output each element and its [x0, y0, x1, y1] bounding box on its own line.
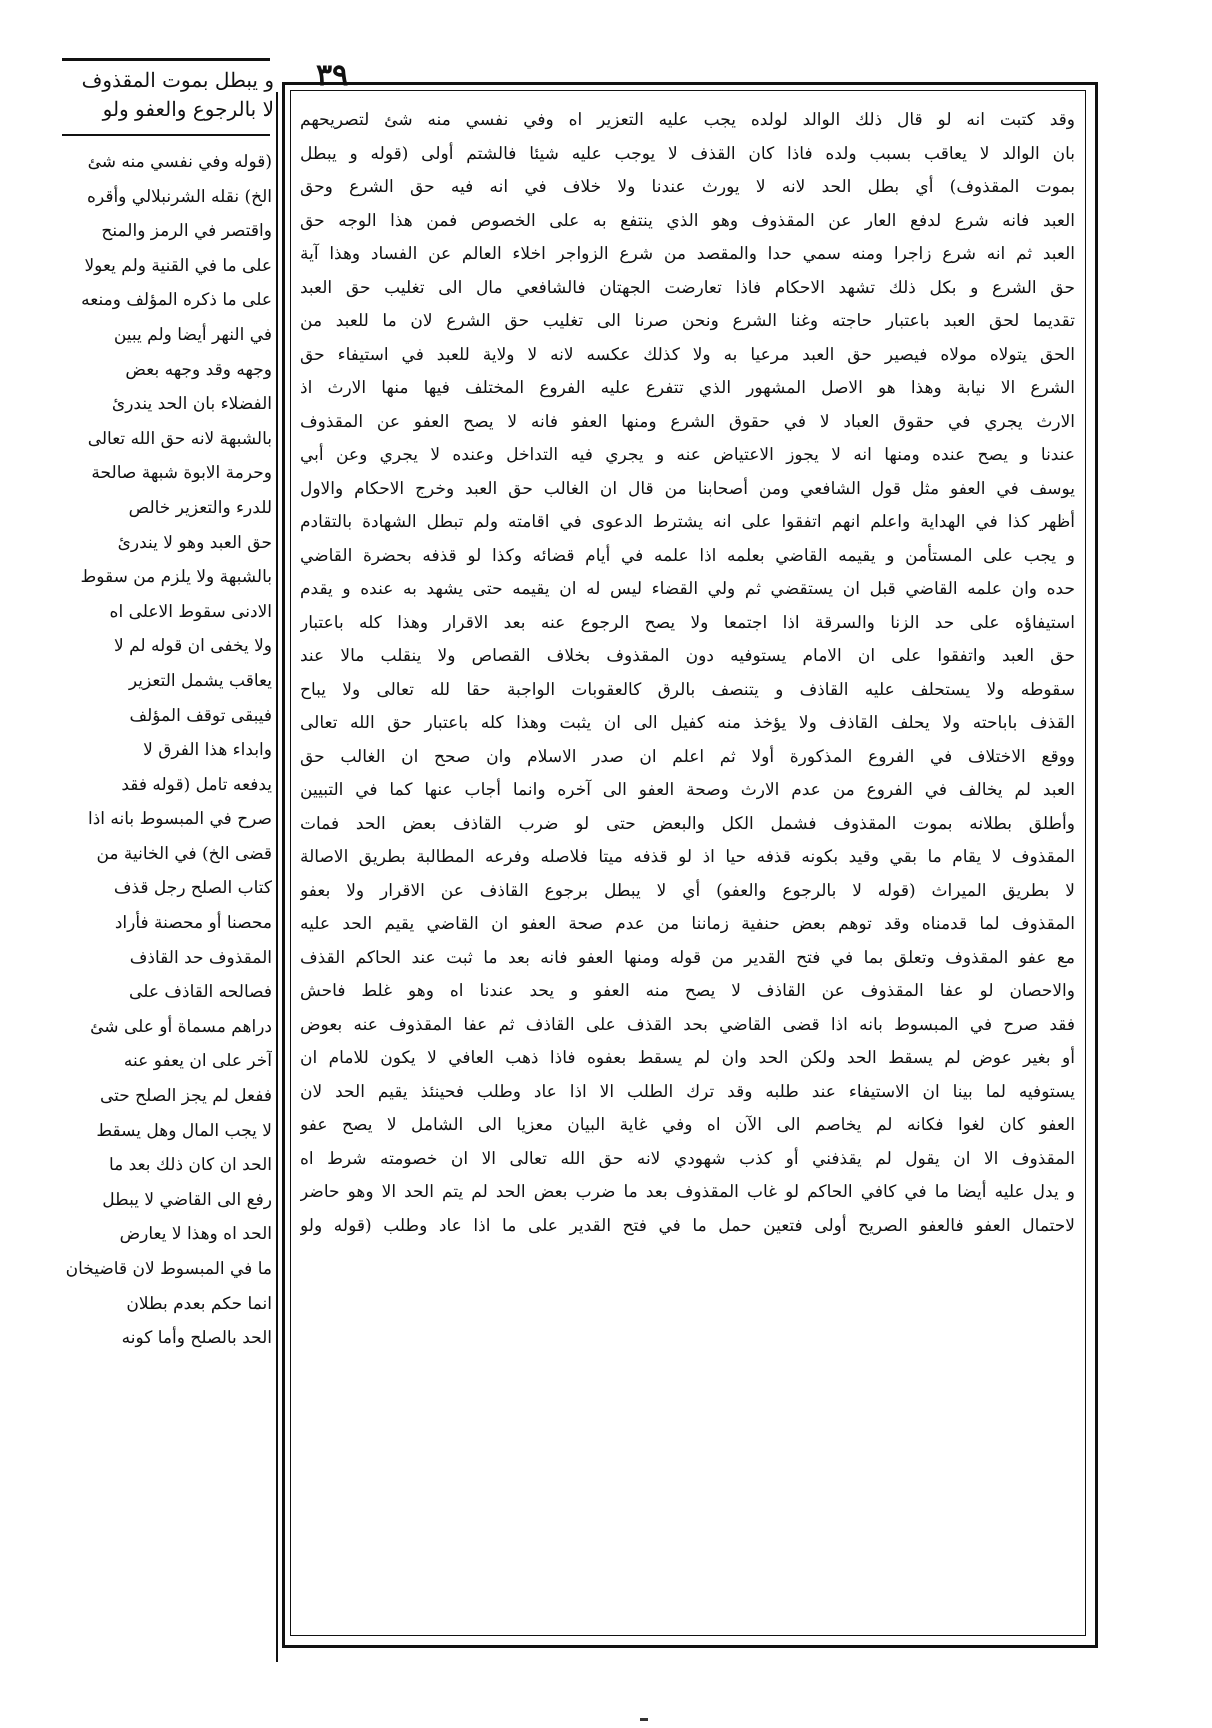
main-line: تقديما لحق العبد باعتبار حاجته وغنا الشرع ونحن صرنا الى تغليب حق الشرع لان ما للعبد من: [300, 311, 1075, 331]
stray-ink-mark: [640, 1718, 648, 1721]
margin-line: آخر على ان يعفو عنه: [123, 1051, 272, 1072]
main-line: و يجب على المستأمن و يقيمه القاضي بعلمه اذا علمه في أيام قضائه وكذا لو قذفه بحضرة القاضي: [300, 545, 1075, 566]
main-line: العبد ثم انه شرع زاجرا ومنه سمي حدا والمقصد من شرع الزواجر اخلاء العالم عن الفساد وهذا آية: [300, 244, 1075, 264]
margin-line: بالشبهة ولا يلزم من سقوط: [80, 567, 272, 588]
margin-line: قضى الخ) في الخانية من: [96, 843, 272, 864]
main-line: المقذوف الا ان يقول لم يقذفني أو كذب شهودي لانه حق الله تعالى الا ان خصومته شرط اه: [300, 1148, 1075, 1169]
margin-line: الحد بالصلح وأما كونه: [121, 1328, 272, 1349]
margin-line: الحد اه وهذا لا يعارض: [119, 1224, 272, 1245]
margin-line: ففعل لم يجز الصلح حتى: [99, 1086, 272, 1107]
margin-line: انما حكم بعدم بطلان: [126, 1293, 272, 1314]
main-line: حق العبد واتفقوا على ان الامام يستوفيه دون المقذوف بخلاف القصاص ولا ينقلب مالا عند: [300, 646, 1075, 666]
main-line: العبد لم يخالف في الفروع من عدم الارث وصحة العفو الى آخره وانما أجاب عنها كما في التبيين: [300, 780, 1075, 800]
margin-line: محصنا أو محصنة فأراد: [114, 913, 272, 934]
margin-line: (قوله وفي نفسي منه شئ: [87, 152, 272, 172]
main-line: الارث يجري في حقوق العباد لا في حقوق الشرع ومنها العفو فانه لا يصح العفو عن المقذوف: [300, 411, 1075, 432]
margin-line: لا يجب المال وهل يسقط: [96, 1120, 272, 1141]
margin-line: المقذوف حد القاذف: [129, 947, 272, 968]
margin-line: الادنى سقوط الاعلى اه: [109, 601, 272, 622]
margin-line: على ما ذكره المؤلف ومنعه: [81, 290, 272, 311]
main-line: وأطلق بطلانه بموت المقذوف فشمل الكل والبعض حتى لو ضرب القاذف بعض الحد فمات: [300, 813, 1075, 834]
main-line: ووقع الاختلاف في الفروع المذكورة أولا ثم اعلم ان صدر الاسلام وان صحح ان الغالب حق: [300, 746, 1075, 767]
margin-line: للدرء والتعزير خالص: [128, 497, 272, 518]
main-line: العبد فانه شرع لدفع العار عن المقذوف وهو الذي ينتفع به على الخصوص فمن هذا الوجه حق: [300, 210, 1075, 231]
main-line: لا بطريق الميراث (قوله لا بالرجوع والعفو) أي لا يبطل برجوع القاذف عن الاقرار ولا بعفو: [300, 880, 1075, 901]
main-line: حده وان علمه القاضي قبل ان يستقضي ثم ولي القضاء ليس له ان يقيمه حتى يشهد به عنده و يقدم: [300, 579, 1075, 599]
main-line: أظهر كذا في الهداية واعلم انهم اتفقوا على انه يشترط الدعوى في اقامته ولم تبطل الشهادة بالتقادم: [300, 512, 1075, 532]
main-line: الحق يتولاه مولاه فيصير حق العبد مرعيا به ولا كذلك عكسه لانه لا ولاية للعبد في استيفاء حق: [300, 344, 1075, 365]
margin-line: الحد ان كان ذلك بعد ما: [108, 1155, 272, 1176]
main-line: بموت المقذوف) أي بطل الحد لانه لا يورث عندنا ولا خلاف في انه فيه حق الشرع وحق: [300, 177, 1075, 197]
main-line: لاحتمال العفو فالعفو الصريح أولى فتعين حمل ما في فتح القدير على ما اذا عاد وطلب (قوله ولو: [300, 1215, 1075, 1236]
main-line: حق الشرع و بكل ذلك تشهد الاحكام فاذا تعارضت الجهتان فالشافعي مال الى تغليب حق العبد: [300, 277, 1075, 298]
main-line: القذف باباحته ولا يحلف القاذف ولا يؤخذ منه كفيل الى ان يثبت وهذا كله باعتبار حق الله تعالى: [300, 713, 1075, 733]
margin-commentary: [60, 145, 272, 1356]
main-line: سقوطه ولا يستحلف عليه القاذف و يتنصف بالرق كالعقوبات الواجبة حقا لله تعالى ولا يباح: [300, 679, 1075, 700]
margin-line: وجهه وقد وجهه بعض: [125, 359, 272, 380]
margin-line: فصالحه القاذف على: [129, 982, 272, 1003]
margin-line: كتاب الصلح رجل قذف: [113, 878, 272, 899]
margin-line: صرح في المبسوط بانه اذا: [87, 809, 272, 830]
margin-line: حق العبد وهو لا يندرئ: [117, 532, 272, 553]
main-line: المقذوف لما قدمناه وقد توهم بعض حنفية زماننا من عدم صحة العفو ان القاضي يقيم الحد عليه: [300, 914, 1075, 934]
side-heading-bottom-rule: [62, 134, 270, 136]
column-divider: [276, 92, 278, 1662]
margin-line: يعاقب يشمل التعزير: [128, 670, 272, 691]
margin-line: بالشبهة لانه حق الله تعالى: [87, 428, 272, 449]
main-line: فقد صرح في المبسوط بانه اذا قضى القاضي بحد القذف على القاذف ثم عفا المقذوف عنه بعوض: [300, 1014, 1075, 1035]
main-line: مع عفو المقذوف وتعلق بما في فتح القدير من قوله ومنها العفو فانه بعد ما ثبت عند الحاكم القذف: [300, 947, 1075, 968]
margin-line: يدفعه تامل (قوله فقد: [121, 774, 272, 795]
margin-line: رفع الى القاضي لا يبطل: [102, 1189, 272, 1210]
main-line: استيفاؤه على حد الزنا والسرقة اذا اجتمعا ولا يصح الرجوع عنه بعد الاقرار وهذا كله باعتبار: [300, 612, 1075, 633]
side-heading-line: و يبطل بموت المقذوف: [81, 68, 274, 92]
main-line: والاحصان لو عفا المقذوف عن القاذف لا يصح منه العفو و يحد عندنا اه وهو غلط فاحش: [300, 981, 1075, 1001]
main-text-body: [300, 104, 1075, 1243]
margin-line: الفضلاء بان الحد يندرئ: [111, 394, 272, 415]
margin-line: واقتصر في الرمز والمنح: [101, 221, 272, 242]
page-number: ٣٩: [316, 58, 349, 93]
main-line: و يدل عليه أيضا ما في كافي الحاكم لو غاب المقذوف بعد ما ضرب بعض الحد لم يتم الحد الا وهو حاضر: [300, 1182, 1075, 1202]
margin-line: ولا يخفى ان قوله لم لا: [114, 636, 272, 657]
side-heading-top-rule: [62, 58, 270, 61]
side-heading: [60, 66, 274, 124]
main-line: الشرع الا نيابة وهذا هو الاصل المشهور الذي تتفرع عليه الفروع المختلف فيها منها الارث اذ: [300, 378, 1075, 398]
margin-line: وحرمة الابوة شبهة صالحة: [91, 463, 272, 484]
main-line: المقذوف لا يقام ما بقي وقيد بكونه قذفه حيا اذ لو قذفه ميتا فلاصله وفرعه المطالبة بطريق الاصالة: [300, 847, 1075, 867]
main-line: يوسف في العفو مثل قول الشافعي ومن أصحابنا من قال ان الغالب حق العبد وخرج الاحكام والاول: [300, 478, 1075, 499]
side-heading-line: لا بالرجوع والعفو ولو: [102, 97, 274, 121]
margin-line: دراهم مسماة أو على شئ: [90, 1016, 272, 1037]
margin-line: الخ) نقله الشرنبلالي وأقره: [87, 186, 272, 207]
main-line: بان الوالد لا يعاقب بسبب ولده فاذا كان القذف لا يوجب عليه شيئا فالشتم أولى (قوله و يبطل: [300, 143, 1075, 164]
margin-line: فيبقى توقف المؤلف: [129, 705, 272, 726]
margin-line: في النهر أيضا ولم يبين: [113, 324, 272, 345]
main-line: عندنا و يصح عنده ومنها انه لا يجوز الاعتياض عنه و يجري فيه التداخل وعنده لا يجري وعن أبي: [300, 445, 1075, 465]
main-line: العفو كان لغوا فكانه لم يخاصم الى الآن اه وفي غاية البيان معزيا الى الشامل لا يصح عفو: [300, 1115, 1075, 1135]
main-line: يستوفيه لما بينا ان الاستيفاء عند طلبه وقد ترك الطلب الا اذا عاد وطلب فحينئذ يقيم الحد لان: [300, 1081, 1075, 1102]
main-line: أو بغير عوض لم يسقط الحد ولكن الحد وان لم يسقط بعفوه فاذا ذهب العافي لا يكون للامام ان: [300, 1048, 1075, 1068]
margin-line: وابداء هذا الفرق لا: [143, 740, 272, 761]
margin-line: ما في المبسوط لان قاضيخان: [65, 1259, 272, 1279]
margin-line: على ما في القنية ولم يعولا: [84, 255, 272, 276]
main-line: وقد كتبت انه لو قال ذلك الوالد لولده يجب عليه التعزير اه وفي نفسي منه شئ لتصريحهم: [300, 110, 1075, 130]
